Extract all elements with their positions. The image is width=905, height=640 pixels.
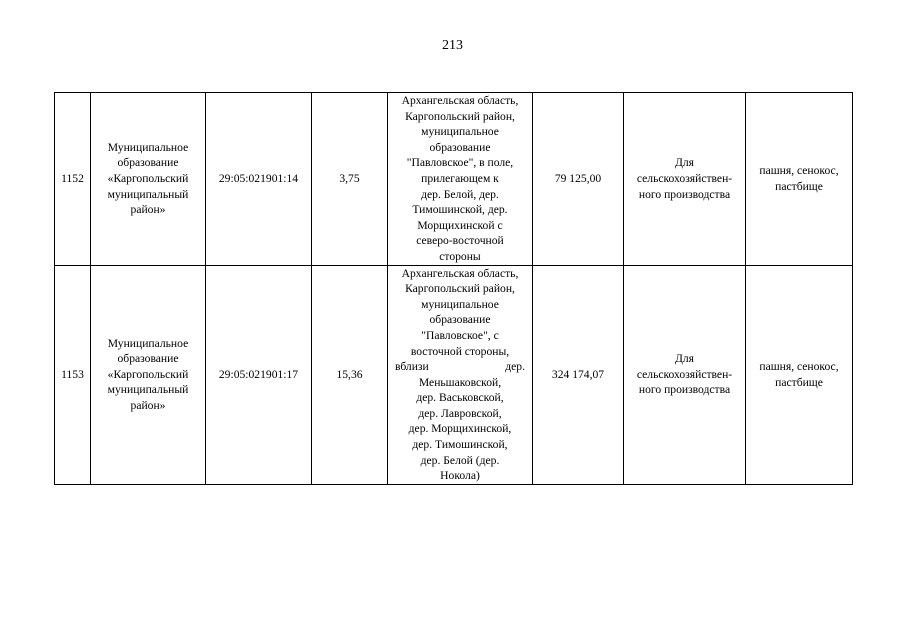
location-line: дер. Белой (дер. <box>420 453 500 467</box>
cadastral-value: 324 174,07 <box>551 367 605 381</box>
owner-line: образование <box>117 352 179 366</box>
row-number: 1152 <box>61 171 84 185</box>
cadastral-value-cell <box>533 265 624 484</box>
area-value: 3,75 <box>339 171 360 185</box>
location-line: Каргопольский район, <box>405 109 515 123</box>
use-line: пастбище <box>775 179 823 193</box>
page-number: 213 <box>442 38 463 53</box>
location-cell <box>388 93 533 266</box>
land-registry-table <box>54 92 853 485</box>
location-line: муниципальное <box>421 297 499 311</box>
owner-line: «Каргопольский <box>107 171 189 185</box>
location-line: северо-восточной <box>416 234 504 248</box>
owner-line: муниципальный <box>107 383 189 397</box>
cadastral-value-cell <box>533 93 624 266</box>
category-line: Для <box>674 156 695 170</box>
location-line: восточной стороны, <box>410 344 510 358</box>
location-line: "Павловское", в поле, <box>406 156 514 170</box>
location-line: Нокола) <box>440 469 480 483</box>
owner-line: Муниципальное <box>107 336 189 350</box>
category-line: Для <box>674 352 695 366</box>
owner-line: муниципальный <box>107 187 189 201</box>
use-line: пашня, сенокос, <box>759 164 839 178</box>
use-line: пашня, сенокос, <box>759 360 839 374</box>
location-line: Тимошинской, дер. <box>412 203 508 217</box>
category-line: ного производства <box>638 187 731 201</box>
location-line: дер. Тимошинской, <box>412 438 508 452</box>
location-line: дер. Лавровской, <box>418 406 502 420</box>
cadastral-number-cell <box>206 265 312 484</box>
location-cell <box>388 265 533 484</box>
location-line: дер. Белой, дер. <box>421 187 499 201</box>
location-line: Архангельская область, <box>401 266 519 280</box>
cadastral-number: 29:05:021901:17 <box>218 367 299 381</box>
permitted-use-cell <box>746 93 853 266</box>
category-line: сельскохозяйствен- <box>636 367 733 381</box>
cadastral-value: 79 125,00 <box>554 171 602 185</box>
location-line: образование <box>429 313 491 327</box>
owner-line: «Каргопольский <box>107 367 189 381</box>
location-line: "Павловское", с <box>421 328 499 342</box>
table-row <box>55 93 853 266</box>
row-number-cell <box>55 265 91 484</box>
owner-cell <box>91 265 206 484</box>
owner-line: район» <box>130 203 166 217</box>
cadastral-number-cell <box>206 93 312 266</box>
location-line: дер. Морщихинской, <box>408 422 512 436</box>
row-number-cell <box>55 93 91 266</box>
location-word: вблизи <box>395 360 429 374</box>
location-line: стороны <box>439 249 481 263</box>
area-cell <box>312 265 388 484</box>
use-line: пастбище <box>775 375 823 389</box>
category-line: сельскохозяйствен- <box>636 171 733 185</box>
owner-line: район» <box>130 399 166 413</box>
location-line: Архангельская область, <box>401 94 519 107</box>
area-value: 15,36 <box>336 367 363 381</box>
location-line: Каргопольский район, <box>405 282 515 296</box>
location-line: образование <box>429 140 491 154</box>
location-justified-line <box>390 359 530 375</box>
land-category-cell <box>624 93 746 266</box>
location-line: Меньшаковской, <box>418 375 502 389</box>
land-category-cell <box>624 265 746 484</box>
location-word: дер. <box>505 360 525 374</box>
row-number: 1153 <box>61 367 84 381</box>
location-line: дер. Васьковской, <box>416 391 504 405</box>
owner-line: образование <box>117 156 179 170</box>
location-line: муниципальное <box>421 125 499 139</box>
area-cell <box>312 93 388 266</box>
location-line: Морщихинской с <box>417 218 503 232</box>
cadastral-number: 29:05:021901:14 <box>218 171 299 185</box>
permitted-use-cell <box>746 265 853 484</box>
owner-line: Муниципальное <box>107 140 189 154</box>
location-line: прилегающем к <box>421 171 499 185</box>
category-line: ного производства <box>638 383 731 397</box>
owner-cell <box>91 93 206 266</box>
table-row <box>55 265 853 484</box>
